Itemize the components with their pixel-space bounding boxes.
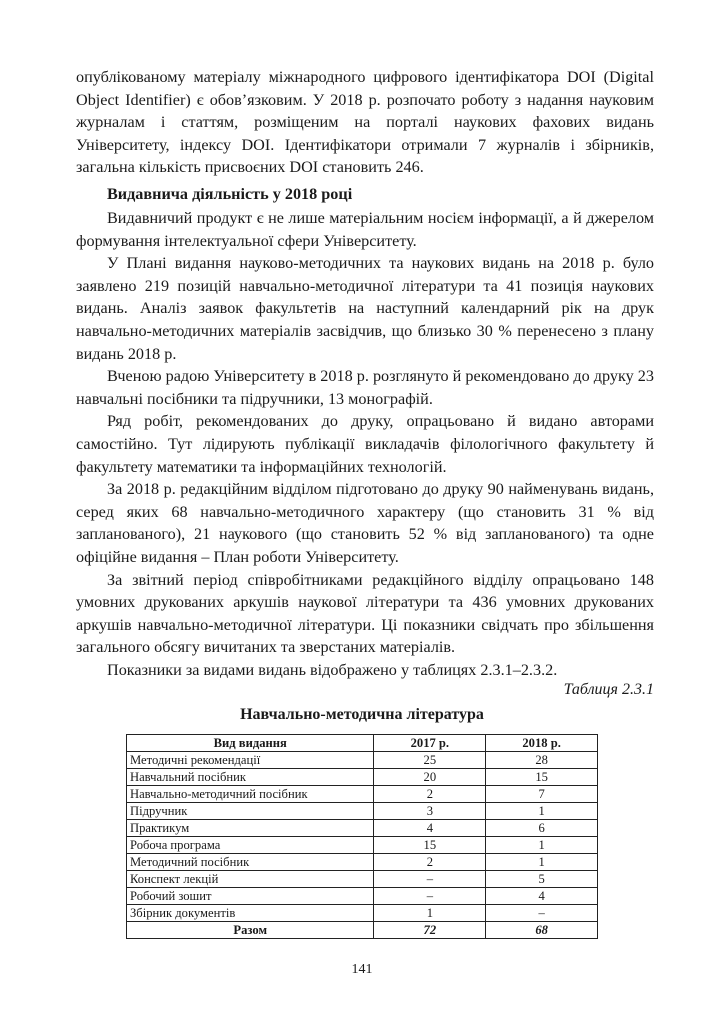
total-2018: 68 [486,922,598,939]
section-heading: Видавнича діяльність у 2018 році [107,185,353,203]
paragraph-6: За звітний період співробітниками редакційного відділу опрацьовано 148 умовних друкованих аркушів наукової літератури та 436 умовних друкованих аркушів навчально-методичної літератури. Ці показники свідчать про збільшення загального обсягу вичитаних та зверстаних матеріалів. [76,570,654,657]
table-row [127,837,598,854]
publications-table [126,734,598,939]
table-row [127,820,598,837]
table-title: Навчально-методична література [240,706,484,723]
row-2017: 25 [374,752,486,769]
header-type: Вид видання [127,735,374,752]
page-number: 141 [351,962,373,977]
total-2017: 72 [374,922,486,939]
row-2017: 2 [374,786,486,803]
row-2018: 6 [486,820,598,837]
table-header-row [127,735,598,752]
table-total-row [127,922,598,939]
table-row [127,905,598,922]
table-row [127,803,598,820]
paragraph-7: Показники за видами видань відображено у таблицях 2.3.1–2.3.2. [107,660,558,679]
row-2017: 2 [374,854,486,871]
table-row [127,752,598,769]
row-2018: 15 [486,769,598,786]
table-label: Таблиця 2.3.1 [563,681,654,698]
row-2018: 1 [486,803,598,820]
paragraph-2: У Плані видання науково-методичних та наукових видань на 2018 р. було заявлено 219 позицій навчально-методичної літератури та 41 позиція наукових видань. Аналіз заявок факультетів на наступний календарний рік на друк навчально-методичних матеріалів засвідчив, що близько 30 % перенесено з плану видань 2018 р. [76,254,654,363]
row-2018: 4 [486,888,598,905]
paragraph-3: Вченою радою Університету в 2018 р. розглянуто й рекомендовано до друку 23 навчальні посібники та підручники, 13 монографій. [76,367,654,408]
row-name: Методичні рекомендації [127,752,374,769]
row-2017: – [374,888,486,905]
row-2017: 1 [374,905,486,922]
row-2018: 1 [486,837,598,854]
row-name: Навчально-методичний посібник [127,786,374,803]
row-name: Конспект лекцій [127,871,374,888]
header-2017: 2017 р. [374,735,486,752]
header-2018: 2018 р. [486,735,598,752]
row-2017: 20 [374,769,486,786]
row-2017: 4 [374,820,486,837]
section-body [76,207,654,681]
row-2018: 7 [486,786,598,803]
intro-paragraph-block [76,66,654,179]
row-2017: 15 [374,837,486,854]
row-name: Практикум [127,820,374,837]
row-name: Збірник документів [127,905,374,922]
row-2018: 28 [486,752,598,769]
row-name: Методичний посібник [127,854,374,871]
paragraph-1: Видавничий продукт є не лише матеріальним носієм інформації, а й джерелом формування інтелектуальної сфери Університету. [76,209,654,250]
table-row [127,888,598,905]
row-name: Підручник [127,803,374,820]
row-name: Робоча програма [127,837,374,854]
table-row [127,871,598,888]
row-2018: 5 [486,871,598,888]
row-2017: 3 [374,803,486,820]
row-2018: 1 [486,854,598,871]
table-row [127,769,598,786]
table-row [127,854,598,871]
row-2018: – [486,905,598,922]
table-row [127,786,598,803]
total-label: Разом [127,922,374,939]
row-name: Робочий зошит [127,888,374,905]
row-2017: – [374,871,486,888]
paragraph-5: За 2018 р. редакційним відділом підготовано до друку 90 найменувань видань, серед яких 68 навчально-методичного характеру (що становить 31 % від запланованого), 21 наукового (що становить 52 % від запланованого) та одне офіційне видання – План роботи Університету. [76,480,654,566]
row-name: Навчальний посібник [127,769,374,786]
paragraph-4: Ряд робіт, рекомендованих до друку, опрацьовано й видано авторами самостійно. Тут лідирують публікації викладачів філологічного факультету й факультету математики та інформаційних технологій. [76,412,654,476]
intro-paragraph: опублікованому матеріалу міжнародного цифрового ідентифікатора DOI (Digital Object Identifier) є обов’язковим. У 2018 р. розпочато роботу з надання науковим журналам і статтям, розміщеним на порталі наукових фахових видань Університету, індексу DOI. Ідентифікатори отримали 7 журналів і збірників, загальна кількість присвоєних DOI становить 246. [76,68,654,177]
